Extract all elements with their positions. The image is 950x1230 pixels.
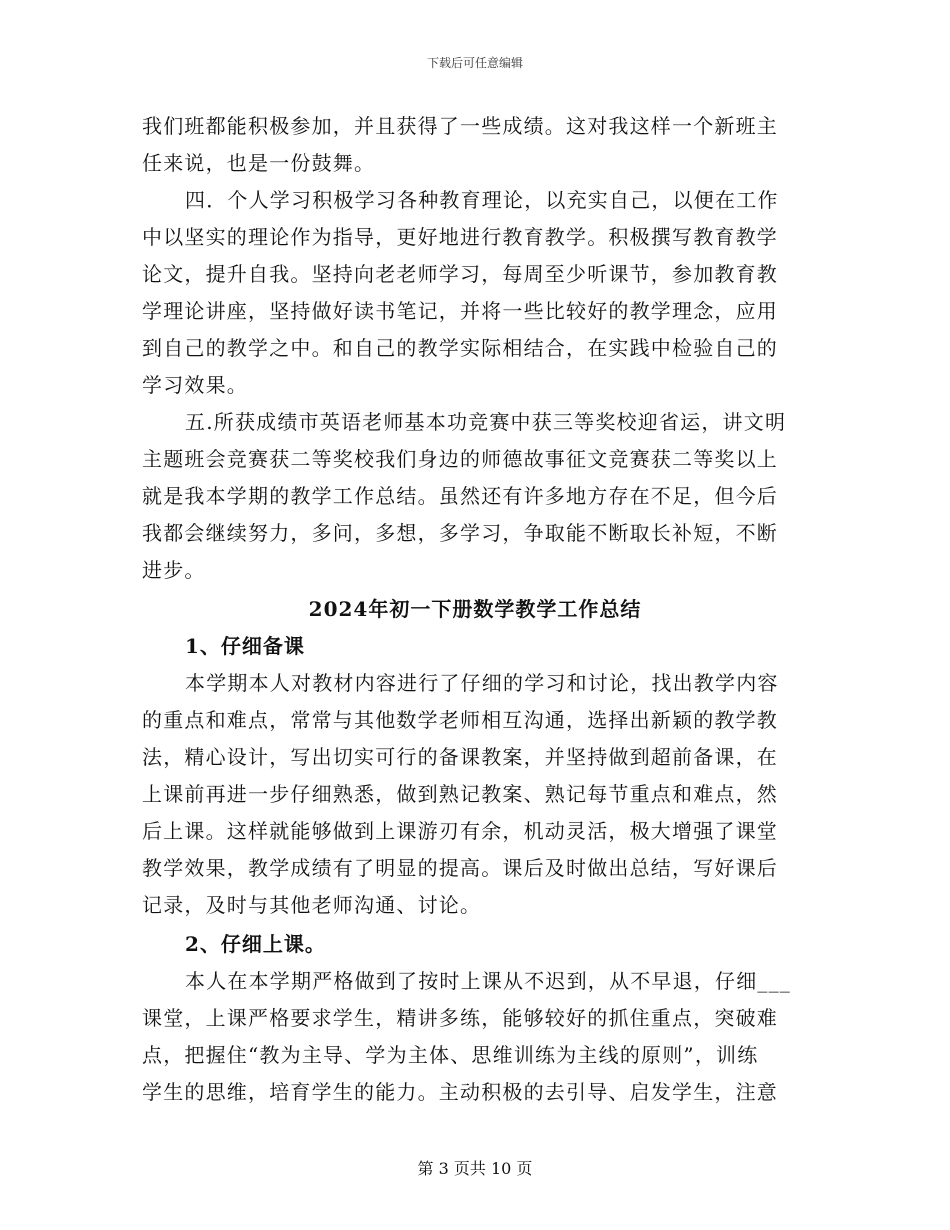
text-line: 进步。	[142, 558, 206, 582]
text-line: 论文，提升自我。坚持向老老师学习，每周至少听课节，参加教育教	[142, 262, 778, 286]
text-line: 学理论讲座，坚持做好读书笔记，并将一些比较好的教学理念，应用	[142, 299, 778, 323]
text-line: 五.所获成绩市英语老师基本功竞赛中获三等奖校迎省运，讲文明	[185, 410, 787, 434]
text-line: 本学期本人对教材内容进行了仔细的学习和讨论，找出教学内容	[185, 671, 779, 695]
text-line: 课堂，上课严格要求学生，精讲多练，能够较好的抓住重点，突破难	[142, 1006, 778, 1030]
text-line: 法，精心设计，写出切实可行的备课教案，并坚持做到超前备课，在	[142, 745, 778, 769]
text-line: 到自己的教学之中。和自己的教学实际相结合，在实践中检验自己的	[142, 336, 778, 360]
section-title: 2024年初一下册数学教学工作总结	[308, 597, 642, 621]
text-line: 上课前再进一步仔细熟悉，做到熟记教案、熟记每节重点和难点，然	[142, 782, 778, 806]
text-line: 学生的思维，培育学生的能力。主动积极的去引导、启发学生，注意	[142, 1080, 778, 1104]
section-heading: 2、仔细上课。	[185, 932, 326, 956]
text-line: 四．个人学习积极学习各种教育理论，以充实自己，以便在工作	[185, 188, 779, 212]
text-line: 学习效果。	[142, 373, 248, 397]
text-line: 我都会继续努力，多问，多想，多学习，争取能不断取长补短，不断	[142, 521, 778, 545]
section-heading: 1、仔细备课	[185, 634, 305, 658]
text-line: 记录，及时与其他老师沟通、讨论。	[142, 893, 482, 917]
text-line: 任来说，也是一份鼓舞。	[142, 151, 376, 175]
text-line: 的重点和难点，常常与其他数学老师相互沟通，选择出新颖的教学教	[142, 708, 778, 732]
text-line: 本人在本学期严格做到了按时上课从不迟到，从不早退，仔细___	[185, 969, 791, 993]
text-line: 我们班都能积极参加，并且获得了一些成绩。这对我这样一个新班主	[142, 114, 778, 138]
text-line: 主题班会竞赛获二等奖校我们身边的师德故事征文竞赛获二等奖以上	[142, 447, 778, 471]
text-line: 点，把握住“教为主导、学为主体、思维训练为主线的原则”，训练	[142, 1043, 759, 1067]
text-line: 教学效果，教学成绩有了明显的提高。课后及时做出总结，写好课后	[142, 856, 778, 880]
text-line: 后上课。这样就能够做到上课游刃有余，机动灵活，极大增强了课堂	[142, 819, 778, 843]
text-line: 就是我本学期的教学工作总结。虽然还有许多地方存在不足，但今后	[142, 484, 778, 508]
page-number: 第 3 页共 10 页	[417, 1159, 533, 1178]
page-header-note: 下载后可任意编辑	[426, 56, 523, 70]
text-line: 中以坚实的理论作为指导，更好地进行教育教学。积极撰写教育教学	[142, 225, 778, 249]
